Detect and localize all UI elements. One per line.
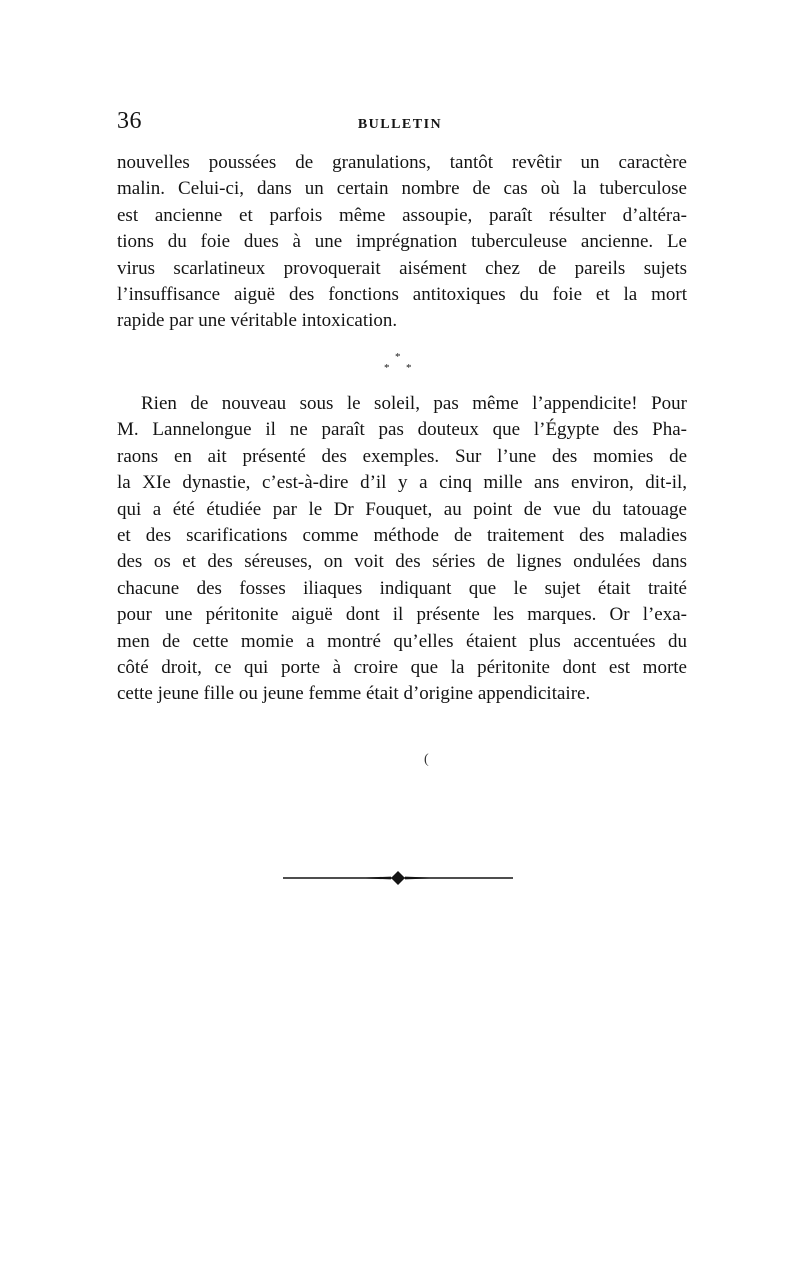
text-line: est ancienne et parfois même assoupie, paraît résulter d’altéra- — [117, 204, 687, 226]
text-line: raons en ait présenté des exemples. Sur l’une des momies de — [117, 445, 687, 467]
text-line: qui a été étudiée par le Dr Fouquet, au point de vue du tatouage — [117, 498, 687, 520]
text-line: men de cette momie a montré qu’elles étaient plus accentuées du — [117, 630, 687, 652]
text-line: des os et des séreuses, on voit des séries de lignes ondulées dans — [117, 551, 687, 573]
fleuron-taper-left — [353, 877, 391, 880]
text-line: la XIe dynastie, c’est-à-dire d’il y a cinq mille ans environ, dit-il, — [117, 472, 687, 494]
text-line: chacune des fosses iliaques indiquant que le sujet était traité — [117, 577, 687, 599]
text-line: et des scarifications comme méthode de traitement des maladies — [117, 525, 687, 547]
text-line: rapide par une véritable intoxication. — [117, 310, 398, 332]
text-line: Rien de nouveau sous le soleil, pas même l’appendicite! Pour — [141, 393, 687, 414]
fleuron-divider-icon — [283, 868, 513, 888]
asterism-separator — [380, 352, 420, 382]
asterisk-icon: * — [406, 362, 412, 374]
fleuron-diamond — [391, 871, 405, 885]
running-head: BULLETIN — [357, 117, 443, 132]
text-line: nouvelles poussées de granulations, tantôt revêtir un caractère — [117, 152, 687, 173]
text-line: virus scarlatineux provoquerait aisément chez de pareils sujets — [117, 257, 687, 279]
text-line: malin. Celui-ci, dans un certain nombre de cas où la tuberculose — [117, 178, 687, 200]
paragraph-2 — [117, 391, 687, 708]
paragraph-1 — [117, 150, 687, 335]
asterisk-icon: * — [395, 351, 401, 363]
text-line: pour une péritonite aiguë dont il présente les marques. Or l’exa- — [117, 604, 687, 626]
text-line: côté droit, ce qui porte à croire que la péritonite dont est morte — [117, 657, 687, 679]
asterisk-icon: * — [384, 362, 390, 374]
text-line: cette jeune fille ou jeune femme était d’origine appendicitaire. — [117, 683, 591, 705]
text-line: tions du foie dues à une imprégnation tuberculeuse ancienne. Le — [117, 231, 687, 253]
page-number: 36 — [117, 108, 142, 134]
stray-print-mark: ( — [424, 752, 429, 767]
fleuron-taper-right — [405, 877, 443, 880]
text-line: M. Lannelongue il ne paraît pas douteux que l’Égypte des Pha- — [117, 419, 687, 441]
text-line: l’insuffisance aiguë des fonctions antitoxiques du foie et la mort — [117, 284, 687, 306]
